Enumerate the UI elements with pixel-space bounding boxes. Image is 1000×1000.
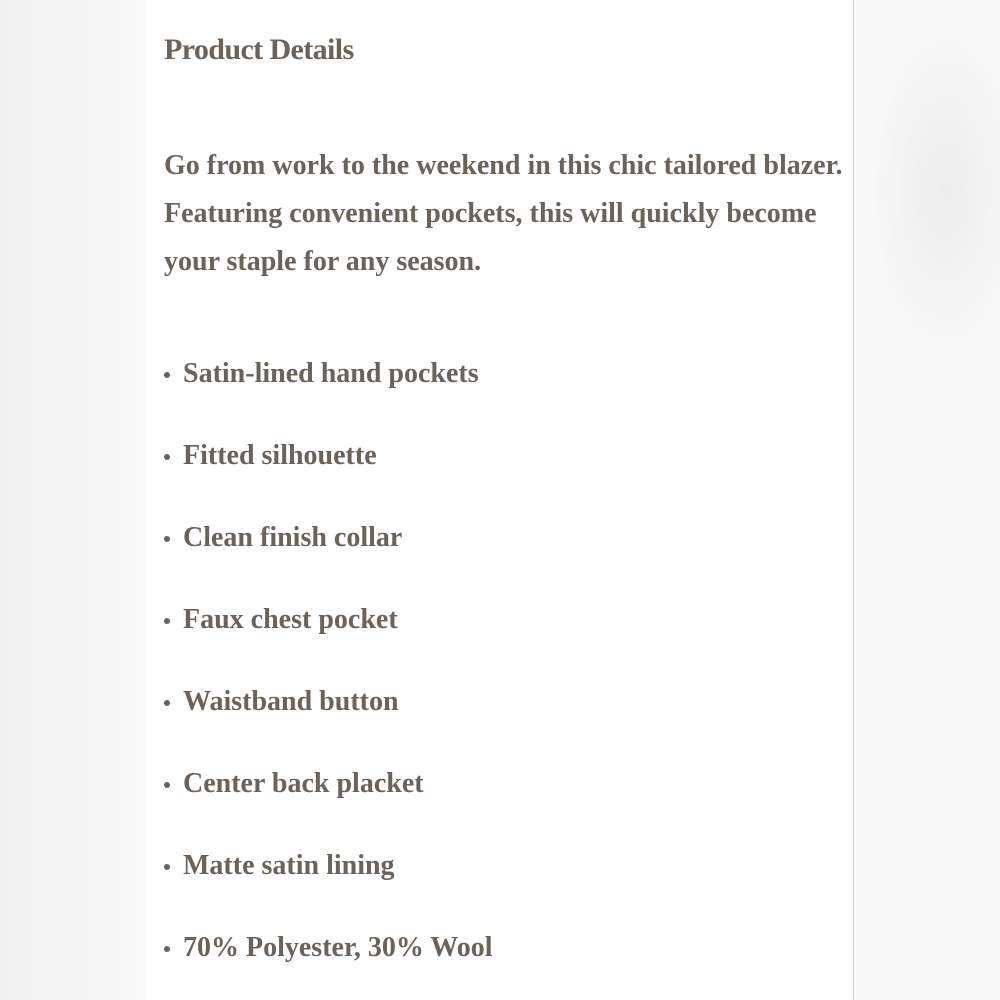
feature-list-item [164,924,493,1000]
bullet-icon [164,536,170,542]
feature-list-item [164,760,493,842]
bullet-icon [164,700,170,706]
background-blur-area [855,0,1000,1000]
feature-list-item [164,596,493,678]
feature-list-item [164,678,493,760]
feature-list-item [164,514,493,596]
feature-text: 70% Polyester, 30% Wool [183,932,493,963]
bullet-icon [164,618,170,624]
feature-list [164,350,493,1000]
feature-list-item [164,842,493,924]
bullet-icon [164,946,170,952]
product-details-title: Product Details [164,33,354,66]
feature-list-item [164,350,493,432]
product-description: Go from work to the weekend in this chic tailored blazer. Featuring convenient pockets, this will quickly become your staple for any season. [164,150,843,277]
feature-text: Matte satin lining [183,850,395,881]
feature-text: Satin-lined hand pockets [183,358,479,389]
product-details-panel [146,0,854,1000]
feature-text: Faux chest pocket [183,604,398,635]
feature-text: Waistband button [183,686,399,717]
bullet-icon [164,782,170,788]
bullet-icon [164,454,170,460]
bullet-icon [164,864,170,870]
bullet-icon [164,372,170,378]
feature-text: Clean finish collar [183,522,403,553]
feature-text: Fitted silhouette [183,440,377,471]
feature-list-item [164,432,493,514]
feature-text: Center back placket [183,768,424,799]
